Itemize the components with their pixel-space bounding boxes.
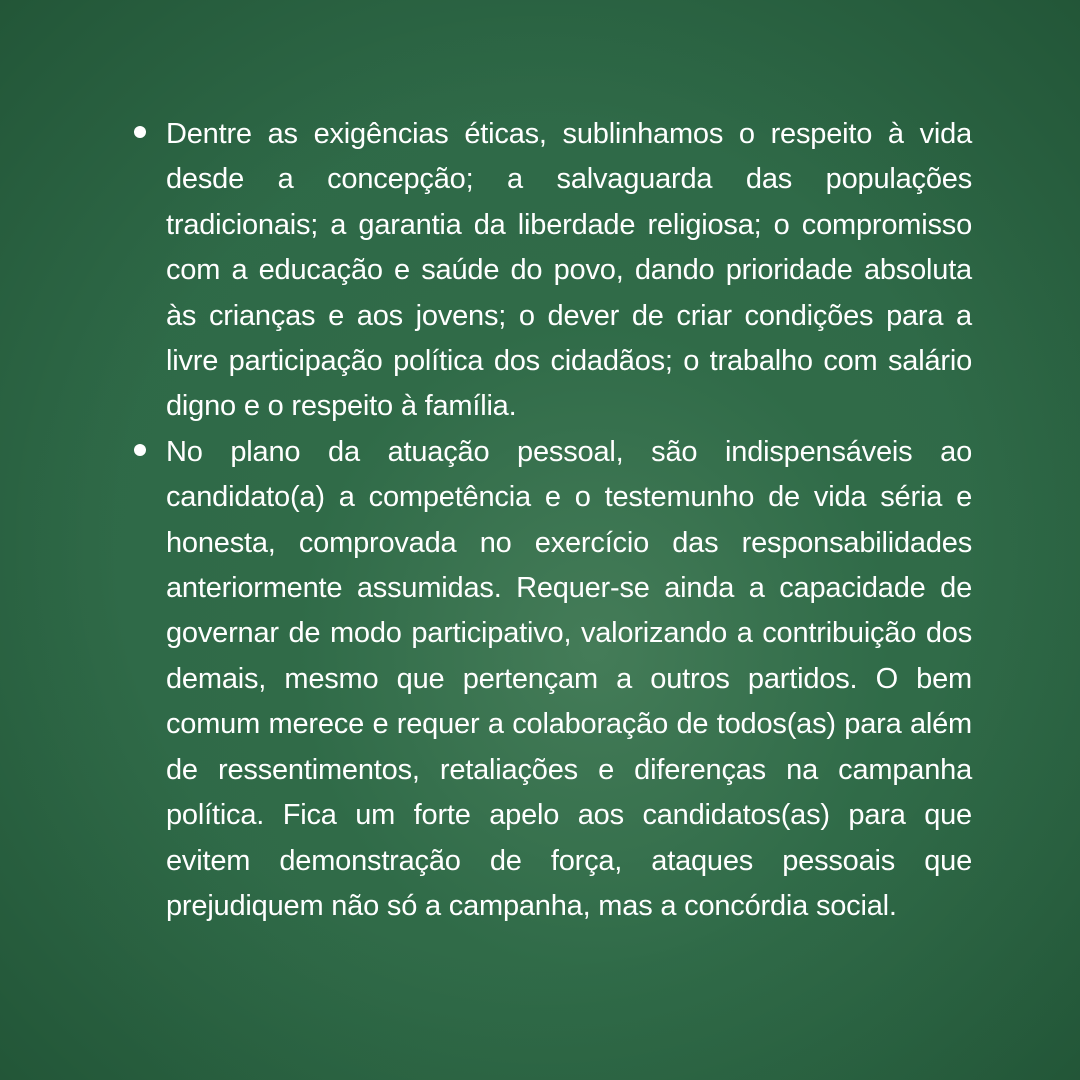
bullet-dot-icon xyxy=(134,444,146,456)
bullet-text-ethics: Dentre as exigências éticas, sublinhamos o respeito à vida desde a concepção; a salvaguarda das populações tradicionais; a garantia da liberdade religiosa; o compromisso com a educação e saúde do povo, dando prioridade absoluta às crianças e aos jovens; o dever de criar condições para a livre participação política dos cidadãos; o trabalho com salário digno e o respeito à família. xyxy=(166,118,972,423)
bullet-dot-icon xyxy=(134,126,146,138)
bullet-text-personal-conduct: No plano da atuação pessoal, são indispensáveis ao candidato(a) a competência e o testemunho de vida séria e honesta, comprovada no exercício das responsabilidades anteriormente assumidas. Requer-se ainda a capacidade de governar de modo participativo, valorizando a contribuição dos demais, mesmo que pertençam a outros partidos. O bem comum merece e requer a colaboração de todos(as) para além de ressentimentos, retaliações e diferenças na campanha política. Fica um forte apelo aos candidatos(as) para que evitem demonstração de força, ataques pessoais que prejudiquem não só a campanha, mas a concórdia social. xyxy=(166,435,972,922)
bullet-item-personal-conduct xyxy=(130,430,972,929)
bullet-item-ethics xyxy=(130,112,972,430)
text-block xyxy=(130,112,972,929)
bullet-list xyxy=(130,112,972,929)
